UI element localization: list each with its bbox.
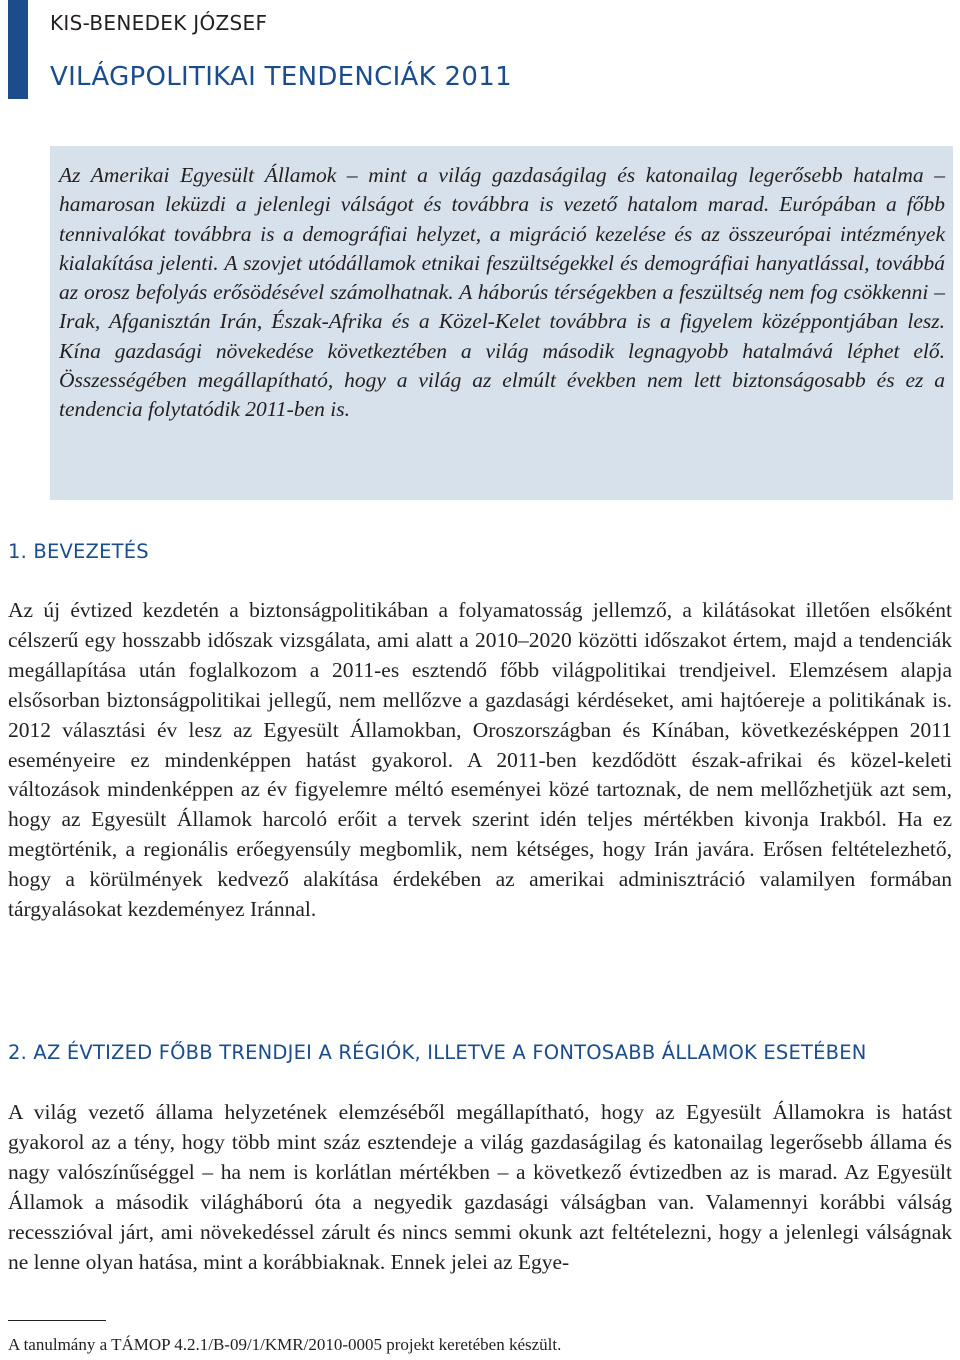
section-paragraph-introduction: Az új évtized kezdetén a biztonságpolitikában a folyamatosság jellemző, a kilátásokat illetően elsőként célszerű egy hosszabb időszak vizsgálata, ami alatt a 2010–2020 közötti időszakot értem, majd a tendenciák megállapítása után foglalkozom a 2011-es esztendő főbb világpolitikai trendjeivel. Elemzésem alapja elsősorban biztonságpolitikai jellegű, nem mellőzve a gazdasági kérdéseket, ami hajtóereje a politikának is. 2012 választási év lesz az Egyesült Államokban, Oroszországban és Kínában, következésképpen 2011 eseményeire ez mindenképpen hatást gyakorol. A 2011-ben kezdődött észak-afrikai és közel-keleti változások mindenképpen az év figyelemre méltó eseményei közé tartoznak, de nem mellőzhetjük azt sem, hogy az Egyesült Államok harcoló erőit a tervek szerint idén teljes mértékben kivonja Irakból. Ha ez megtörténik, a regionális erőegyensúly megbomlik, nem kétséges, hogy Irán javára. Erősen feltételezhető, hogy a körülmények kedvező alakítása érdekében az amerikai adminisztráció valamilyen formában tárgyalásokat kezdeményez Iránnal. [8,598,952,922]
section-heading-introduction: 1. BEVEZETÉS [8,540,149,563]
abstract-box [50,146,953,500]
footnote-rule [8,1320,106,1321]
section-paragraph-trends: A világ vezető állama helyzetének elemzéséből megállapítható, hogy az Egyesült Államokra is hatást gyakorol az a tény, hogy több mint száz esztendeje a világ gazdaságilag és katonailag legerősebb állama és nagy valószínűséggel – ha nem is korlátlan mértékben – a következő évtizedben az is marad. Az Egyesült Államok a második világháború óta a negyedik gazdasági válságban van. Valamennyi korábbi válság recesszióval járt, ami növekedéssel zárult és nincs semmi okunk azt feltételezni, hogy a jelenlegi válságnak ne lenne olyan hatása, mint a korábbiaknak. Ennek jelei az Egye- [8,1100,952,1274]
article-title: VILÁGPOLITIKAI TENDENCIÁK 2011 [50,62,512,92]
abstract-text: Az Amerikai Egyesült Államok – mint a világ gazdaságilag és katonailag legerősebb hatalma – hamarosan leküzdi a jelenlegi válságot és továbbra is vezető hatalom marad. Európában a főbb tennivalókat továbbra is a demográfiai helyzet, a migráció kezelése és az összeurópai intézmények kialakítása jelenti. A szovjet utódállamok etnikai feszültségekkel és demográfiai hanyatlással, továbbá az orosz befolyás erősödésével számolhatnak. A háborús térségekben a feszültség nem fog csökkenni – Irak, Afganisztán Irán, Észak-Afrika és a Közel-Kelet továbbra is a figyelem középpontjában lesz. Kína gazdasági növekedése következtében a világ második legnagyobb hatalmává léphet elő. Összességében megállapítható, hogy a világ az elmúlt években nem lett biztonságosabb és ez a tendencia folytatódik 2011-ben is. [59,163,945,422]
accent-bar [8,0,28,99]
author-name: KIS-BENEDEK JÓZSEF [50,11,268,35]
section-heading-trends: 2. AZ ÉVTIZED FŐBB TRENDJEI A RÉGIÓK, ILLETVE A FONTOSABB ÁLLAMOK ESETÉBEN [8,1041,867,1064]
footnote: A tanulmány a TÁMOP 4.2.1/B-09/1/KMR/2010-0005 projekt keretében készült. [8,1335,562,1354]
